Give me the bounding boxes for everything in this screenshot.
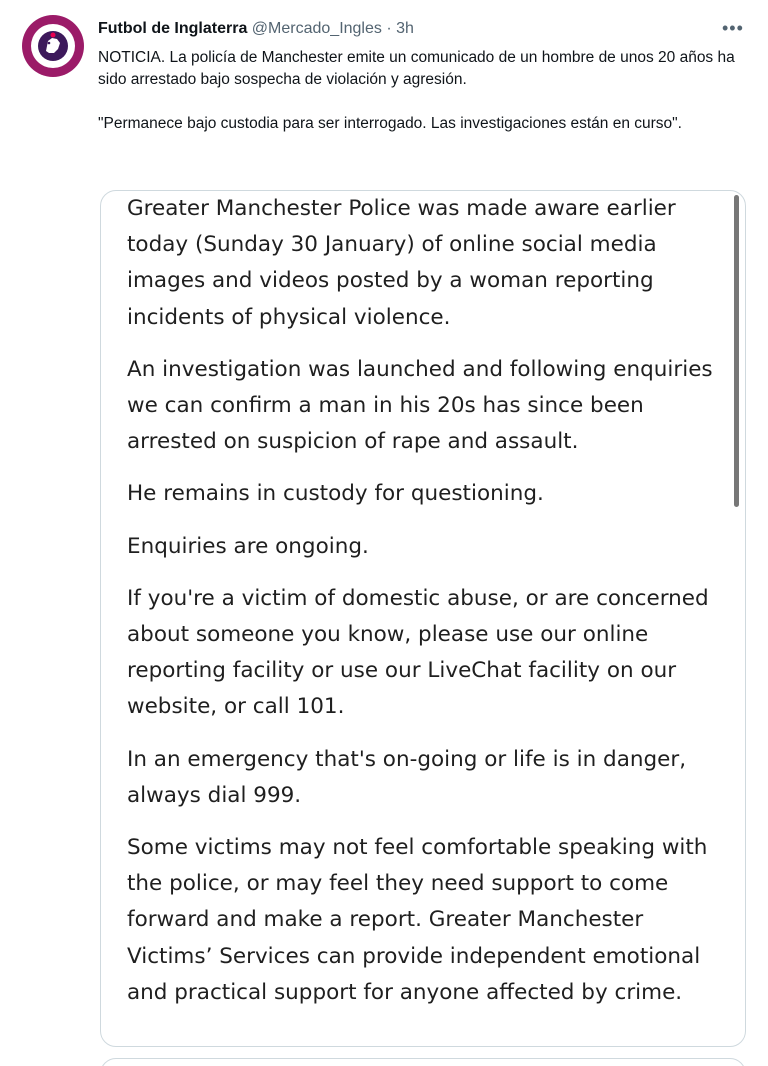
statement-text [127, 191, 727, 1027]
statement-paragraph: He remains in custody for questioning. [127, 481, 544, 507]
statement-paragraph: An investigation was launched and following enquiries we can confirm a man in his 20s has since been arrested on suspicion of rape and assault. [127, 356, 713, 455]
attached-statement-image[interactable] [100, 190, 746, 1047]
tweet-text [98, 47, 748, 135]
tweet-text-paragraph: "Permanece bajo custodia para ser interrogado. Las investigaciones están en curso". [98, 115, 682, 132]
more-options-icon[interactable]: ••• [722, 18, 744, 38]
display-name[interactable]: Futbol de Inglaterra [98, 20, 248, 37]
timestamp[interactable]: 3h [396, 20, 414, 37]
next-card-edge [100, 1058, 746, 1066]
tweet-header [98, 18, 414, 40]
statement-paragraph: Enquiries are ongoing. [127, 533, 369, 559]
user-handle[interactable]: @Mercado_Ingles [251, 20, 382, 37]
avatar[interactable] [22, 15, 84, 77]
statement-scrollbar[interactable] [734, 195, 739, 507]
statement-paragraph: Greater Manchester Police was made aware earlier today (Sunday 30 January) of online social media images and videos posted by a woman reporting incidents of physical violence. [127, 196, 676, 330]
tweet-text-paragraph: NOTICIA. La policía de Manchester emite un comunicado de un hombre de unos 20 años ha sido arrestado bajo sospecha de violación y agresión. [98, 49, 735, 88]
statement-paragraph: In an emergency that's on-going or life is in danger, always dial 999. [127, 746, 687, 808]
premier-league-logo-icon [31, 24, 75, 68]
separator-dot: · [386, 20, 392, 37]
statement-paragraph: If you're a victim of domestic abuse, or are concerned about someone you know, please use our online reporting facility or use our LiveChat facility on our website, or call 101. [127, 585, 709, 720]
statement-paragraph: Some victims may not feel comfortable speaking with the police, or may feel they need support to come forward and make a report. Greater Manchester Victims’ Services can provide independent emotional and practical support for anyone affected by crime. [127, 835, 708, 1005]
